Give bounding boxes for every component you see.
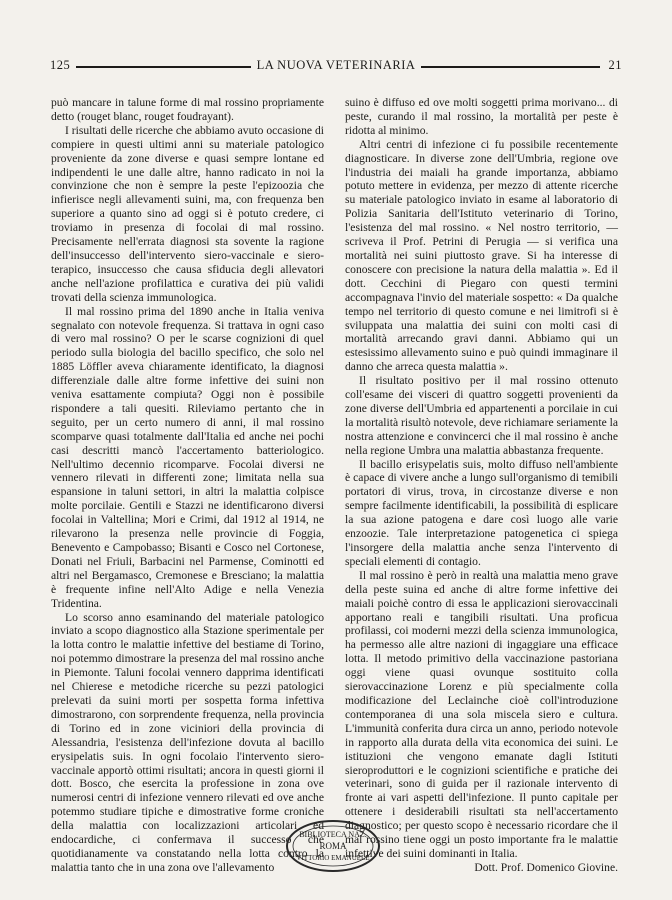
page-header	[50, 58, 622, 74]
right-column	[345, 96, 618, 875]
paragraph: Altri centri di infezione ci fu possibile recentemente diagnosticare. In diverse zone dell'Umbria, regione ove l'industria dei maiali ha grande importanza, abbiamo potuto mettere in evidenza, per mezzo di attente ricerche su materiale patologico inviato in esame al laboratorio di Polizia Sanitaria dell'Istituto veterinario di Torino, l'esistenza del mal rossino. « Nel nostro territorio, — scriveva il Prof. Petrini di Perugia — si verifica una mortalità nei suini piuttosto grave. Si ha interesse di conoscere con precisione la natura della malattia ». Ed il dott. Cecchini di Piegaro con questi termini accompagnava l'invio del materiale sospetto: « Da qualche tempo nel territorio di questo comune e nei limitrofi si è sviluppata una malattia dei suini con molti casi di mortalità arrecando gravi danni. Abbiamo qui un estesissimo allevamento suino e può quindi immaginare il danno che arreca questa malattia ».	[345, 137, 618, 374]
author-signature: Dott. Prof. Domenico Giovine.	[474, 860, 618, 874]
paragraph: può mancare in talune forme di mal rossino propriamente detto (rouget blanc, rouget foudrayant).	[51, 96, 324, 123]
left-column	[51, 96, 324, 875]
journal-title	[50, 58, 622, 73]
page-number-left: 125	[50, 58, 71, 72]
paragraph: I risultati delle ricerche che abbiamo avuto occasione di compiere in questi ultimi anni su materiale patologico proveniente da zone diverse e quasi sempre lontane ed indipendenti le une dalle altre, hanno radicato in noi la convinzione che non è sempre la peste l'epizoozia che infierisce negli allevamenti suini, ma, con frequenza ben superiore a quanto sino ad oggi si è potuto credere, ci troviamo in presenza di focolai di mal rossino. Precisamente nell'errata diagnosi sta sovente la ragione dell'insuccesso dell'intervento siero-vaccinale e siero-terapico, insuccesso che causa sfiducia degli allevatori anche nell'azione profilattica e curativa dei più validi trovati della scienza immunologica.	[51, 123, 324, 304]
paragraph: suino è diffuso ed ove molti soggetti prima morivano... di peste, curando il mal rossino, la mortalità per peste è ridotta al minimo.	[345, 96, 618, 137]
stamp-text-bottom: VITTORIO EMANUELE	[296, 854, 370, 862]
paragraph: Il risultato positivo per il mal rossino ottenuto coll'esame dei visceri di quattro soggetti provenienti da zone diverse dell'Umbria ed appartenenti a porcilaie in cui la mortalità risultò notevole, deve richiamare seriamente la nostra attenzione e convincerci che il mal rossino è anche nella regione Umbra una malattia abbastanza frequente.	[345, 374, 618, 457]
stamp-text-middle: ROMA	[319, 841, 347, 851]
stamp-text-top: BIBLIOTECA NAZ.	[299, 830, 367, 839]
page-number-right: 21	[608, 58, 622, 72]
paragraph: Lo scorso anno esaminando del materiale patologico inviato a scopo diagnostico alla Stazione sperimentale per la lotta contro le malattie infettive del bestiame di Torino, noi potemmo dimostrare la presenza del mal rossino anche in Piemonte. Taluni focolai vennero dapprima identificati nel Chierese e metodiche ricerche su pezzi patologici prelevati da suini morti per sospetta forma infettiva dimostrarono, con sorprendente frequenza, nella provincia di Torino ed in zone viciniori della provincia di Alessandria, l'esistenza dell'infezione dovuta al bacillo erysipelatis suis. In ogni focolaio l'intervento siero-vaccinale apportò ottimi risultati; ancora in questi giorni il dott. Bosco, che esercita la professione in zona ove numerosi centri di infezione vennero rilevati ed ove anche potemmo studiare tipiche e dimostrative forme croniche della malattia con localizzazioni articolari ed endocardiche, ci confermava il successo che quotidianamente va constatando nella lotta contro la malattia tanto che in una zona ove l'allevamento	[51, 610, 324, 874]
paragraph: Il mal rossino è però in realtà una malattia meno grave della peste suina ed anche di altre forme infettive dei maiali poichè contro di essa le applicazioni sierovaccinali apportano reali e tangibili risultati. Una proficua profilassi, coi moderni mezzi della scienza immunologica, ha permesso alle altre nazioni di ingaggiare una efficace lotta. Il metodo primitivo della vaccinazione pastoriana oggi viene quasi ovunque sostituito colla sierovaccinazione Lorenz e più specialmente colla modificazione del Leclainche cioè coll'introduzione contemporanea di una sola miscela siero e cultura. L'immunità conferita dura circa un anno, periodo notevole in rapporto alla durata della vita economica dei suini. Le istituzioni che vengono emanate dagli Istituti sieroproduttori e le cognizioni scientifiche e pratiche dei veterinari, sono di guida per il razionale intervento di fronte ai vari aspetti dell'infezione. Il punto capitale per ottenere i desiderabili risultati sta nell'accertamento diagnostico; per questo scopo è necessario ricordare che il mal rossino tiene oggi un posto importante fra le malattie infettive dei suini dominanti in Italia.	[345, 568, 618, 860]
library-stamp	[284, 818, 382, 874]
paragraph: Il bacillo erisypelatis suis, molto diffuso nell'ambiente è capace di vivere anche a lungo sull'organismo di temibili portatori di virus, trova, in circostanze diverse e non sempre facilmente identificabili, la possibilità di esplicare la sua azione patogena e dare così luogo alle varie enzoozie. Tale interpretazione patogenetica ci spiega l'insorgere della malattia anche senza l'intervento di speciali elementi di contagio.	[345, 457, 618, 568]
journal-title-text: LA NUOVA VETERINARIA	[251, 58, 422, 72]
paragraph: Il mal rossino prima del 1890 anche in Italia veniva segnalato con notevole frequenza. Si trattava in ogni caso di vero mal rossino? O per le scarse cognizioni di quel periodo sulla biologia del bacillo specifico, che solo nel 1885 Löffler aveva chiaramente identificato, la diagnosi differenziale dalle altre forme infettive dei suini non veniva esattamente compiuta? Oggi non è possibile rispondere a tali quesiti. Rileviamo pertanto che in seguito, per un certo numero di anni, il mal rossino scomparve quasi totalmente dall'Italia ed anche nei pochi casi descritti mancò l'accertamento batteriologico. Nell'ultimo decennio ricomparve. Focolai diversi ne vennero rilevati in differenti zone; limitata nella sua espansione in taluni settori, in altri la malattia colpisce molte porcilaie. Gentili e Stazzi ne identificarono diversi focolai in Valtellina; Mori e Crimi, dal 1912 al 1914, ne rilevarono la presenza nelle provincie di Foggia, Benevento e Campobasso; Bisanti e Cosco nel Cortonese, Donati nel Friuli, Barbacini nel Parmense, Cominotti ed altri nel Bergamasco, Cremonese e Bresciano; la malattia è frequente infine nell'Alto Adige e nella Venezia Tridentina.	[51, 304, 324, 610]
